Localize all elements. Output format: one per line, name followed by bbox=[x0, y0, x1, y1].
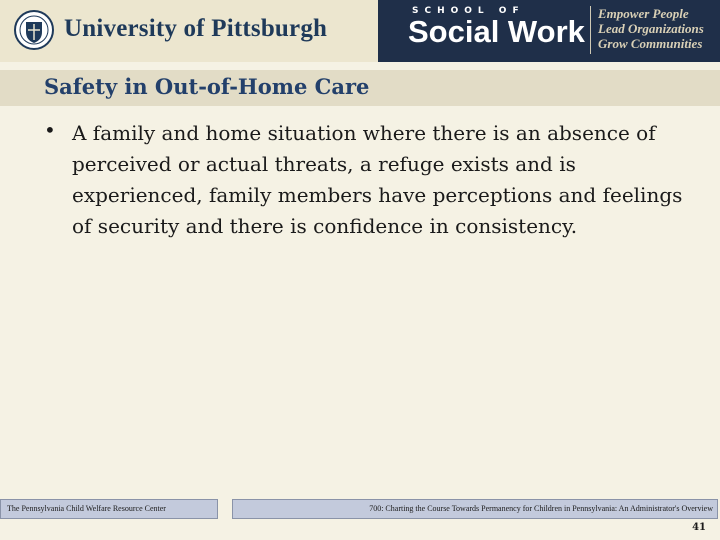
header-banner bbox=[0, 0, 720, 62]
page-number: 41 bbox=[692, 522, 706, 533]
bullet-item: A family and home situation where there is an absence of perceived or actual threats, a refuge exists and is experienced, family members have perceptions and feelings of security and there is confidence in consistency. bbox=[72, 121, 683, 238]
branding-divider bbox=[590, 6, 591, 54]
school-of-label: SCHOOL OF bbox=[412, 6, 525, 16]
bullet-list bbox=[44, 118, 684, 242]
bullet-marker: • bbox=[44, 118, 56, 142]
social-work-label: Social Work bbox=[408, 14, 585, 49]
footer-course-title: 700: Charting the Course Towards Permanency for Children in Pennsylvania: An Administrator's Overview bbox=[232, 499, 718, 519]
tagline-line-3: Grow Communities bbox=[598, 36, 703, 51]
university-name: University of Pittsburgh bbox=[64, 15, 328, 42]
tagline-line-2: Lead Organizations bbox=[598, 21, 704, 36]
tagline-line-1: Empower People bbox=[598, 6, 689, 21]
slide-title: Safety in Out-of-Home Care bbox=[44, 74, 370, 99]
school-tagline bbox=[598, 6, 704, 51]
university-seal-icon bbox=[14, 10, 54, 50]
footer-organization: The Pennsylvania Child Welfare Resource Center bbox=[0, 499, 218, 519]
university-branding bbox=[0, 0, 378, 62]
